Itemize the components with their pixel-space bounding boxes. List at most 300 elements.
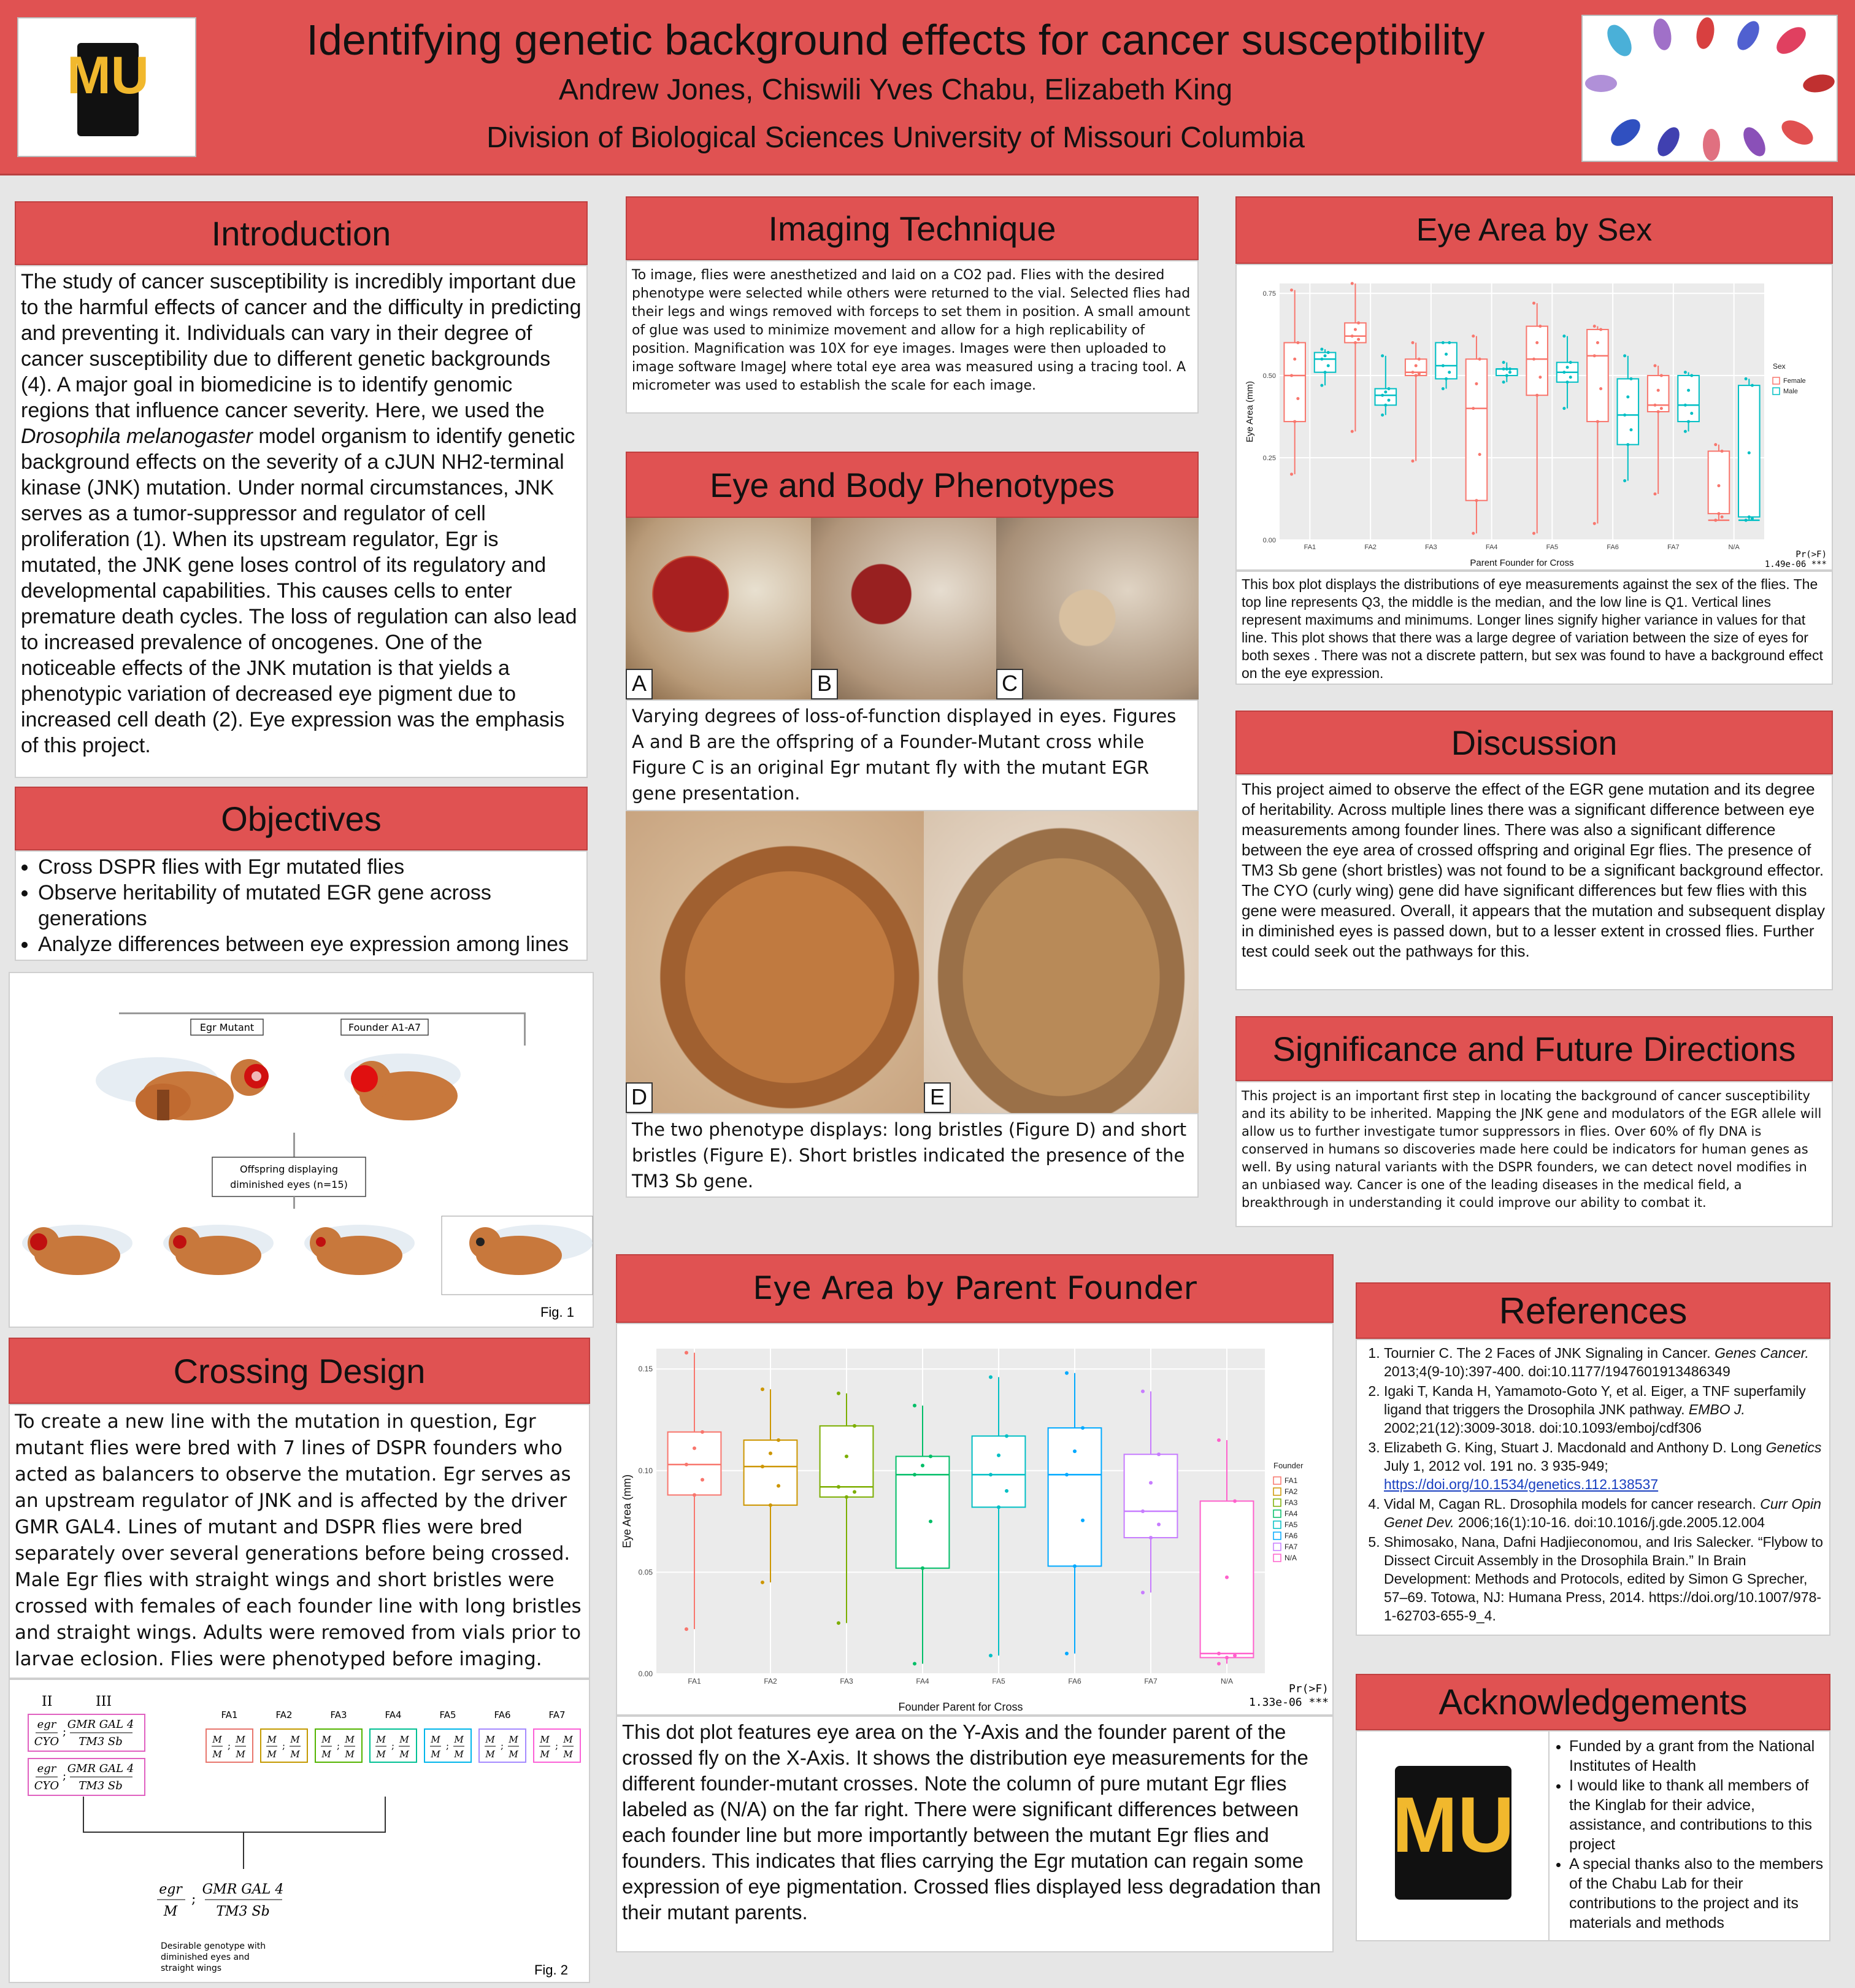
- box: [1738, 385, 1760, 517]
- objective-item: • Observe heritability of mutated EGR gene across generations: [38, 880, 582, 931]
- data-point: [693, 1493, 696, 1497]
- data-point: [1505, 368, 1508, 371]
- data-point: [913, 1473, 916, 1476]
- data-point: [1290, 472, 1293, 476]
- fig2-note-3: straight wings: [161, 1963, 222, 1973]
- x-tick-label: FA2: [764, 1677, 777, 1686]
- data-point: [1233, 1654, 1237, 1657]
- logo-text: MU: [67, 46, 149, 105]
- data-point: [1217, 1438, 1221, 1442]
- reference-item: 2. Igaki T, Kanda H, Yamamoto-Goto Y, et al. Eiger, a TNF superfamily ligand that triggers the Drosophila JNK pathway. EMBO J. 2002;21(12):3009-3018. doi:10.1093/emboj/cdf306: [1384, 1382, 1826, 1437]
- data-point: [853, 1490, 856, 1494]
- crossing-design-body: To create a new line with the mutation in question, Egr mutant flies were bred with 7 lines of DSPR founders who acted as balancers to observe the mutation. Egr serves as an upstream regulator of JNK and is affected by the driver GMR GAL4. Lines of mutant and DSPR flies were bred separately over several generations before being crossed. Male Egr flies with straight wings and short bristles were crossed with females of each founder line with long bristles and straight wings. Adults were removed from vials prior to larvae eclosion. Flies were phenotyped before imaging.: [9, 1404, 590, 1679]
- data-point: [1593, 354, 1596, 357]
- objective-item: • Analyze differences between eye expression among lines: [38, 931, 582, 957]
- x-tick-label: FA7: [1667, 544, 1680, 551]
- data-point: [1065, 1473, 1069, 1476]
- svg-text:;: ;: [191, 1892, 196, 1907]
- data-point: [1472, 407, 1475, 410]
- box: [1466, 359, 1488, 500]
- data-point: [1478, 358, 1481, 361]
- data-point: [1657, 389, 1660, 392]
- legend-entry: Female: [1783, 377, 1806, 385]
- eye-sex-caption: This box plot displays the distributions of eye measurements against the sex of the flies. The top line represents Q3, the middle is the median, and the low line is Q1. Vertical lines represent maximums and minimums. Longer lines signify higher variance in values for that line. This plot shows that there was a large degree of variation between the size of eyes for both sexes . There was not a discrete pattern, but sex was found to have a background effect on the eye expression.: [1235, 571, 1833, 685]
- fig2-note-1: Desirable genotype with: [161, 1941, 266, 1951]
- box: [1345, 323, 1366, 342]
- founder-label: FA2: [275, 1709, 293, 1720]
- data-point: [1508, 368, 1511, 371]
- x-tick-label: FA2: [1364, 544, 1377, 551]
- data-point: [1751, 384, 1754, 387]
- data-point: [1157, 1452, 1161, 1456]
- data-point: [1327, 364, 1330, 367]
- box: [1526, 326, 1548, 396]
- allele-top: M: [454, 1734, 464, 1745]
- data-point: [1654, 492, 1657, 495]
- allele-separator: ;: [555, 1740, 559, 1751]
- allele-bottom: M: [376, 1749, 386, 1760]
- data-point: [1351, 282, 1354, 285]
- allele-top: M: [485, 1734, 495, 1745]
- data-point: [1684, 404, 1687, 407]
- discussion-body: This project aimed to observe the effect of the EGR gene mutation and its degree of heritability. Across multiple lines there was a significant difference between eye measurements among founder lines. There was also a significant difference between the eye area of crossed offspring and original Egr flies. The presence of TM3 Sb gene (short bristles) was not found to be a significant background effector. The CYO (curly wing) gene did have significant differences but few flies with this gene were measured. Overall, it appears that the mutation and subsequent display in diminished eyes is passed down, but to a lesser extent in crossed flies. Further test could seek out the pathways for this.: [1235, 774, 1833, 990]
- mu-logo-header: [17, 17, 196, 157]
- data-point: [1623, 479, 1626, 482]
- data-point: [1065, 1371, 1069, 1375]
- data-point: [1654, 364, 1657, 367]
- phenotype-caption-1: Varying degrees of loss-of-function displayed in eyes. Figures A and B are the offspring of a Founder-Mutant cross while Figure C is an original Egr mutant fly with the mutant EGR gene presentation.: [626, 699, 1199, 811]
- x-tick-label: FA1: [688, 1677, 701, 1686]
- data-point: [1660, 374, 1663, 377]
- svg-text:;: ;: [63, 1725, 67, 1738]
- significance-body: This project is an important first step in locating the background of cancer susceptibility and its ability to be inherited. Mapping the JNK gene and modulators of the EGR allele will allow us to further investigate tumor suppressors in flies. Over 60% of fly DNA is conserved in humans so discoveries made here could be indicators for human genes as well. By using natural variants with the DSPR founders, we can detect novel modifies in an unbiased way. Cancer is one of the leading diseases in the medical field, a breakthrough in understanding it could improve our ability to combat it.: [1235, 1081, 1833, 1227]
- ack-item: • Funded by a grant from the National Institutes of Health: [1569, 1736, 1824, 1776]
- allele-bottom: M: [563, 1749, 573, 1760]
- allele-top: M: [540, 1734, 550, 1745]
- data-point: [769, 1452, 772, 1455]
- eye-area-by-sex-chart: [1237, 265, 1832, 569]
- data-point: [1593, 325, 1596, 328]
- data-point: [1320, 358, 1323, 361]
- allele-bottom: M: [290, 1749, 300, 1760]
- data-point: [1384, 404, 1387, 407]
- founder-genotypes: [206, 1709, 580, 1762]
- allele-bottom: M: [345, 1749, 355, 1760]
- data-point: [1745, 377, 1748, 380]
- y-axis-label: Eye Area (mm): [621, 1474, 633, 1549]
- y-tick-label: 0.50: [1262, 372, 1276, 380]
- box: [1648, 376, 1669, 412]
- data-point: [1623, 414, 1626, 417]
- data-point: [1442, 387, 1445, 390]
- data-point: [1532, 302, 1535, 305]
- data-point: [1351, 430, 1354, 433]
- data-point: [837, 1621, 840, 1625]
- data-point: [693, 1446, 696, 1450]
- data-point: [1005, 1489, 1008, 1493]
- pvalue: 1.49e-06 ***: [1764, 560, 1827, 569]
- data-point: [1381, 394, 1384, 397]
- legend-key: [1273, 1499, 1281, 1506]
- allele-top: M: [431, 1734, 440, 1745]
- data-point: [1687, 420, 1690, 423]
- objectives-body: [15, 850, 588, 961]
- data-point: [929, 1455, 932, 1458]
- data-point: [1596, 420, 1599, 423]
- data-point: [921, 1566, 924, 1570]
- allele-bottom: M: [485, 1749, 495, 1760]
- svg-text:CYO: CYO: [34, 1735, 60, 1748]
- founder-label: FA1: [221, 1709, 238, 1720]
- ack-item: • I would like to thank all members of the Kinglab for their advice, assistance, and contributions to this project: [1569, 1776, 1824, 1854]
- data-point: [1411, 371, 1415, 374]
- legend-key: [1273, 1521, 1281, 1528]
- data-point: [1714, 518, 1717, 522]
- fig2-caption: Fig. 2: [534, 1962, 568, 1978]
- fly-ring-image: [1581, 15, 1838, 162]
- fig1-label-offspring-1: Offspring displaying: [239, 1163, 339, 1175]
- legend-entry: FA5: [1285, 1520, 1298, 1529]
- poster-title: Identifying genetic background effects for cancer susceptibility: [306, 16, 1485, 64]
- allele-separator: ;: [391, 1740, 395, 1751]
- legend-entry: FA2: [1285, 1487, 1298, 1496]
- data-point: [845, 1455, 848, 1458]
- x-tick-label: FA6: [1607, 544, 1619, 551]
- legend-entry: FA1: [1285, 1476, 1298, 1485]
- data-point: [1354, 341, 1357, 344]
- crossing-design-heading: Crossing Design: [9, 1338, 590, 1404]
- founder-label: FA3: [330, 1709, 347, 1720]
- data-point: [1593, 522, 1596, 525]
- poster-affiliation: Division of Biological Sciences University of Missouri Columbia: [486, 121, 1305, 154]
- data-point: [1357, 338, 1360, 341]
- data-point: [1745, 518, 1748, 522]
- allele-separator: ;: [282, 1740, 286, 1751]
- reference-item: 1. Tournier C. The 2 Faces of JNK Signaling in Cancer. Genes Cancer. 2013;4(9-10):397-400. doi:10.1177/1947601913486349: [1384, 1344, 1826, 1381]
- box: [1435, 342, 1457, 379]
- legend-entry: FA6: [1285, 1531, 1298, 1540]
- allele-separator: ;: [228, 1740, 231, 1751]
- eye-founder-heading: Eye Area by Parent Founder: [616, 1254, 1334, 1323]
- data-point: [1225, 1576, 1229, 1579]
- founder-label: FA7: [548, 1709, 566, 1720]
- data-point: [1562, 334, 1565, 337]
- data-point: [1566, 380, 1569, 383]
- data-point: [761, 1387, 764, 1391]
- box: [1618, 379, 1639, 444]
- allele-bottom: M: [431, 1749, 440, 1760]
- data-point: [1217, 1652, 1221, 1655]
- reference-item: 4. Vidal M, Cagan RL. Drosophila models for cancer research. Curr Opin Genet Dev. 2006;16(1):10-16. doi:10.1016/j.gde.2005.12.004: [1384, 1495, 1826, 1531]
- data-point: [1073, 1564, 1077, 1568]
- data-point: [1532, 532, 1535, 535]
- photo-c: C: [996, 518, 1199, 699]
- introduction-heading: Introduction: [15, 201, 588, 265]
- data-point: [1387, 399, 1390, 402]
- data-point: [1149, 1481, 1153, 1485]
- svg-text:egr: egr: [37, 1762, 56, 1775]
- data-point: [1538, 325, 1542, 328]
- legend-entry: FA3: [1285, 1498, 1298, 1507]
- data-point: [913, 1662, 916, 1665]
- y-tick-label: 0.25: [1262, 455, 1276, 463]
- pvalue-label: Pr(>F): [1288, 1682, 1329, 1695]
- data-point: [1599, 387, 1602, 390]
- data-point: [1293, 358, 1296, 361]
- box: [1124, 1454, 1178, 1538]
- allele-separator: ;: [501, 1740, 504, 1751]
- data-point: [1502, 380, 1505, 383]
- legend-entry: Male: [1783, 388, 1798, 395]
- data-point: [1351, 334, 1354, 337]
- data-point: [1684, 371, 1687, 374]
- data-point: [1384, 390, 1387, 393]
- founder-label: FA6: [494, 1709, 511, 1720]
- x-axis-label: Founder Parent for Cross: [898, 1701, 1023, 1713]
- acknowledgements-body: [1356, 1730, 1830, 1941]
- imaging-heading: Imaging Technique: [626, 196, 1199, 260]
- legend-key: [1273, 1477, 1281, 1484]
- data-point: [1081, 1519, 1085, 1522]
- data-point: [1445, 377, 1448, 380]
- data-point: [1532, 358, 1535, 361]
- data-point: [1296, 341, 1299, 344]
- data-point: [1629, 377, 1632, 380]
- svg-text:egr: egr: [37, 1718, 56, 1731]
- data-point: [1562, 407, 1565, 410]
- reference-item: 5. Shimosako, Nana, Dafni Hadjieconomou, and Iris Salecker. “Flybow to Dissect Circuit Assembly in the Drosophila Brain.” In Brain Development: Methods and Protocols, edited by Simon G Sprecher, 57–69. Totowa, NJ: Humana Press, 2014. https://doi.org/10.1007/978-1-62703-655-9_4.: [1384, 1533, 1826, 1625]
- data-point: [1472, 334, 1475, 337]
- eye-founder-caption: This dot plot features eye area on the Y-Axis and the founder parent of the crossed fly on the X-Axis. It shows the distribution eye measurements for the different founder-mutant crosses. Note the column of pure mutant Egr flies labeled as (N/A) on the far right. There were significant differences between each founder line but more importantly between the mutant Egr flies and founders. This indicates that flies carrying the Egr mutation can regain some expression of eye pigmentation. Crossed flies displayed less degradation than their mutant parents.: [616, 1716, 1334, 1952]
- chromosome-III-label: III: [96, 1694, 112, 1709]
- data-point: [1687, 389, 1690, 392]
- data-point: [1354, 328, 1357, 331]
- allele-bottom: M: [454, 1749, 464, 1760]
- data-point: [685, 1627, 688, 1631]
- photo-b: B: [811, 518, 996, 699]
- data-point: [1623, 354, 1626, 357]
- phenotype-images-bottom: [626, 811, 1199, 1113]
- data-point: [1478, 453, 1481, 456]
- x-tick-label: FA4: [1485, 544, 1498, 551]
- svg-text:egr: egr: [159, 1882, 182, 1897]
- data-point: [685, 1351, 688, 1355]
- box: [1708, 451, 1730, 514]
- data-point: [1442, 364, 1445, 367]
- x-tick-label: FA3: [840, 1677, 853, 1686]
- fig1-label-mutant: Egr Mutant: [199, 1022, 255, 1033]
- legend-key: [1273, 1510, 1281, 1517]
- mu-logo-ack: [1357, 1732, 1550, 1940]
- x-tick-label: FA1: [1304, 544, 1316, 551]
- reference-item: 3. Elizabeth G. King, Stuart J. Macdonald and Anthony D. Long Genetics July 1, 2012 vol. 191 no. 3 935-949; https://doi.org/10.1534/genetics.112.138537: [1384, 1438, 1826, 1493]
- data-point: [1448, 341, 1451, 344]
- data-point: [777, 1438, 780, 1442]
- svg-text:TM3 Sb: TM3 Sb: [79, 1735, 123, 1748]
- data-point: [1081, 1426, 1085, 1430]
- allele-top: M: [212, 1734, 222, 1745]
- allele-bottom: M: [236, 1749, 245, 1760]
- data-point: [1005, 1434, 1008, 1438]
- data-point: [1065, 1652, 1069, 1655]
- eye-sex-chart-box: [1235, 264, 1833, 571]
- data-point: [1445, 353, 1448, 356]
- photo-d: D: [626, 811, 924, 1113]
- y-axis-label: Eye Area (mm): [1245, 380, 1255, 443]
- data-point: [1324, 354, 1327, 357]
- box: [896, 1457, 950, 1568]
- fig1-caption: Fig. 1: [540, 1304, 574, 1320]
- data-point: [1721, 515, 1724, 518]
- data-point: [1475, 499, 1478, 502]
- data-point: [913, 1404, 916, 1408]
- discussion-heading: Discussion: [1235, 711, 1833, 774]
- introduction-body: The study of cancer susceptibility is incredibly important due to the harmful effects of cancer and the difficulty in predicting and preventing it. Individuals can vary in their degree of cancer susceptibility due to different genetic backgrounds (4). A major goal in biomedicine is to identify genomic regions that influence cancer severity. Here, we used the Drosophila melanogaster model organism to identify genetic background effects on the severity of a cJUN NH2-terminal kinase (JNK) mutation. Under normal circumstances, JNK serves as a tumor-suppressor and regulator of cell proliferation (1). When its upstream regulator, Egr is mutated, the JNK gene loses control of its regulatory and developmental capabilities. This causes cells to enter premature death cycles. The loss of regulation can also lead to increased prevalence of oncogenes. One of the noticeable effects of the JNK mutation is that yields a phenotypic variation of decreased eye pigment due to increased cell death (2). Eye expression was the emphasis of this project.: [15, 265, 588, 778]
- imaging-body: To image, flies were anesthetized and laid on a CO2 pad. Flies with the desired phenotype were selected while others were returned to the vial. Selected flies had their legs and wings removed with forceps to set them in position. A small amount of glue was used to minimize movement and allow for a high replicability of position. Magnification was 10X for eye images. Images were then uploaded to image software ImageJ where total eye area was measured using a tracing tool. A micrometer was used to establish the scale for each image.: [626, 260, 1199, 414]
- allele-top: M: [399, 1734, 409, 1745]
- fig1-label-founder: Founder A1-A7: [348, 1022, 421, 1033]
- allele-bottom: M: [540, 1749, 550, 1760]
- references-body: [1356, 1339, 1830, 1636]
- eye-area-by-founder-chart: [617, 1324, 1332, 1714]
- legend-key: [1773, 377, 1780, 384]
- x-tick-label: FA3: [1425, 544, 1437, 551]
- data-point: [761, 1465, 764, 1468]
- x-tick-label: FA6: [1068, 1677, 1081, 1686]
- svg-text:TM3 Sb: TM3 Sb: [216, 1904, 270, 1919]
- data-point: [1472, 532, 1475, 535]
- y-tick-label: 0.75: [1262, 290, 1276, 298]
- x-tick-label: FA5: [992, 1677, 1005, 1686]
- data-point: [845, 1495, 848, 1499]
- data-point: [1566, 366, 1569, 369]
- box: [744, 1440, 797, 1505]
- y-tick-label: 0.15: [638, 1365, 653, 1374]
- fig1-label-offspring-2: diminished eyes (n=15): [230, 1179, 348, 1190]
- svg-text:CYO: CYO: [34, 1779, 60, 1792]
- allele-top: M: [321, 1734, 331, 1745]
- data-point: [1415, 374, 1418, 377]
- data-point: [1502, 361, 1505, 364]
- data-point: [1690, 374, 1693, 377]
- data-point: [1320, 348, 1323, 351]
- egr-mutant-fly-illustration: [96, 1057, 269, 1120]
- y-tick-label: 0.00: [638, 1670, 653, 1678]
- allele-bottom: M: [321, 1749, 331, 1760]
- svg-text:;: ;: [63, 1770, 67, 1782]
- x-tick-label: FA5: [1546, 544, 1559, 551]
- result-genotype: [157, 1882, 283, 1919]
- data-point: [1748, 515, 1751, 518]
- data-point: [1381, 414, 1384, 417]
- data-point: [1141, 1591, 1145, 1595]
- chromosome-II-label: II: [42, 1694, 53, 1709]
- svg-text:GMR GAL 4: GMR GAL 4: [202, 1882, 284, 1897]
- data-point: [701, 1430, 704, 1434]
- fig2-note-2: diminished eyes and: [161, 1952, 250, 1962]
- founder-label: FA4: [385, 1709, 402, 1720]
- data-point: [1290, 374, 1293, 377]
- data-point: [1418, 372, 1421, 376]
- data-point: [1569, 361, 1572, 364]
- logo-text-ack: MU: [1392, 1781, 1515, 1869]
- legend-key: [1273, 1532, 1281, 1539]
- references-heading: References: [1356, 1282, 1830, 1339]
- data-point: [837, 1485, 840, 1489]
- y-tick-label: 0.10: [638, 1466, 653, 1475]
- legend-key: [1273, 1543, 1281, 1551]
- x-tick-label: N/A: [1220, 1677, 1234, 1686]
- data-point: [1293, 420, 1296, 423]
- data-point: [769, 1503, 772, 1507]
- phenotype-caption-2: The two phenotype displays: long bristles (Figure D) and short bristles (Figure E). Short bristles indicated the presence of the TM3 Sb gene.: [626, 1113, 1199, 1198]
- figure-1: [9, 972, 594, 1328]
- data-point: [1505, 374, 1508, 377]
- founder-fly-illustration: [344, 1054, 461, 1120]
- data-point: [997, 1454, 1000, 1457]
- data-point: [1141, 1390, 1145, 1393]
- legend-key: [1773, 388, 1780, 395]
- ack-item: • A special thanks also to the members of the Chabu Lab for their contributions to the project and its materials and methods: [1569, 1854, 1824, 1933]
- data-point: [1475, 382, 1478, 385]
- data-point: [1626, 443, 1629, 446]
- legend-title: Sex: [1773, 362, 1786, 371]
- data-point: [1654, 404, 1657, 407]
- data-point: [1418, 358, 1421, 361]
- pvalue: 1.33e-06 ***: [1248, 1696, 1329, 1709]
- data-point: [837, 1392, 840, 1395]
- data-point: [701, 1478, 704, 1482]
- founder-label: FA5: [439, 1709, 456, 1720]
- allele-bottom: M: [267, 1749, 277, 1760]
- data-point: [929, 1520, 932, 1524]
- box: [1048, 1428, 1102, 1566]
- legend-entry: FA7: [1285, 1543, 1298, 1551]
- data-point: [1225, 1656, 1229, 1660]
- data-point: [1320, 384, 1323, 387]
- data-point: [1717, 484, 1720, 487]
- data-point: [1684, 430, 1687, 433]
- legend-entry: FA4: [1285, 1509, 1298, 1518]
- photo-a: A: [626, 518, 811, 699]
- x-tick-label: N/A: [1728, 544, 1740, 551]
- data-point: [685, 1463, 688, 1466]
- reference-link[interactable]: https://doi.org/10.1534/genetics.112.138537: [1384, 1476, 1659, 1492]
- data-point: [1599, 328, 1602, 331]
- x-tick-label: FA7: [1144, 1677, 1158, 1686]
- significance-heading: Significance and Future Directions: [1235, 1016, 1833, 1081]
- data-point: [1717, 512, 1720, 515]
- x-tick-label: FA4: [916, 1677, 929, 1686]
- allele-bottom: M: [212, 1749, 222, 1760]
- allele-top: M: [290, 1734, 300, 1745]
- data-point: [1569, 376, 1572, 379]
- data-point: [1748, 451, 1751, 454]
- y-tick-label: 0.05: [638, 1568, 653, 1577]
- offspring-flies-illustration: [22, 1216, 593, 1295]
- box: [668, 1432, 721, 1495]
- eye-sex-heading: Eye Area by Sex: [1235, 196, 1833, 264]
- data-point: [1626, 395, 1629, 398]
- svg-text:TM3 Sb: TM3 Sb: [79, 1779, 123, 1792]
- data-point: [1660, 407, 1663, 410]
- data-point: [1751, 517, 1754, 520]
- fly-icons: [1585, 16, 1836, 161]
- allele-top: M: [509, 1734, 518, 1745]
- data-point: [997, 1505, 1000, 1509]
- phenotypes-heading: Eye and Body Phenotypes: [626, 452, 1199, 518]
- data-point: [1596, 341, 1599, 344]
